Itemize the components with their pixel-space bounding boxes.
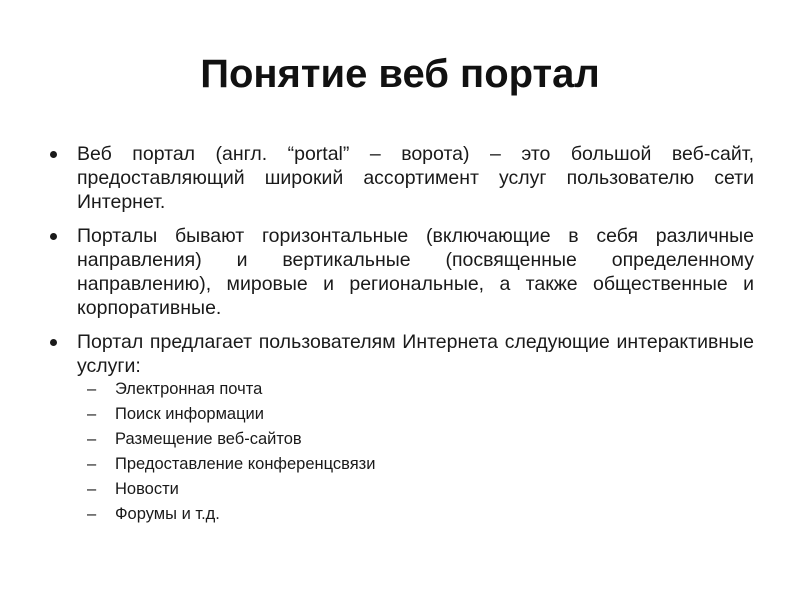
- sub-list: [77, 380, 754, 524]
- sub-item: [77, 480, 754, 499]
- bullet-dot-icon: [50, 339, 57, 346]
- dash-icon: –: [87, 455, 97, 473]
- dash-icon: –: [87, 405, 97, 423]
- bullet-dot-icon: [50, 233, 57, 240]
- bullet-text: Веб портал (англ. “portal” – ворота) – это большой веб-сайт, предоставляющий широкий ассортимент услуг пользователю сети Интернет.: [77, 143, 754, 213]
- sub-item-text: Размещение веб-сайтов: [115, 430, 302, 448]
- dash-icon: –: [87, 505, 97, 523]
- sub-item-text: Предоставление конференцсвязи: [115, 455, 376, 473]
- dash-icon: –: [87, 430, 97, 448]
- bullet-text: Порталы бывают горизонтальные (включающие в себя различные направления) и вертикальные (посвященные определенному направлению), мировые и региональные, а также общественные и корпоративные.: [77, 225, 754, 319]
- bullet-dot-icon: [50, 151, 57, 158]
- slide-content: [44, 142, 754, 534]
- sub-item-text: Форумы и т.д.: [115, 505, 220, 523]
- bullet-item: [44, 142, 754, 214]
- bullet-item: [44, 224, 754, 320]
- bullet-text: Портал предлагает пользователям Интернета следующие интерактивные услуги:: [77, 331, 754, 377]
- dash-icon: –: [87, 380, 97, 398]
- dash-icon: –: [87, 480, 97, 498]
- sub-item-text: Новости: [115, 480, 179, 498]
- bullet-item: [44, 330, 754, 524]
- sub-item: [77, 430, 754, 449]
- bullet-list: [44, 142, 754, 524]
- sub-item-text: Поиск информации: [115, 405, 264, 423]
- sub-item: [77, 505, 754, 524]
- sub-item: [77, 405, 754, 424]
- sub-item-text: Электронная почта: [115, 380, 263, 398]
- slide-title: Понятие веб портал: [200, 52, 600, 96]
- sub-item: [77, 380, 754, 399]
- sub-item: [77, 455, 754, 474]
